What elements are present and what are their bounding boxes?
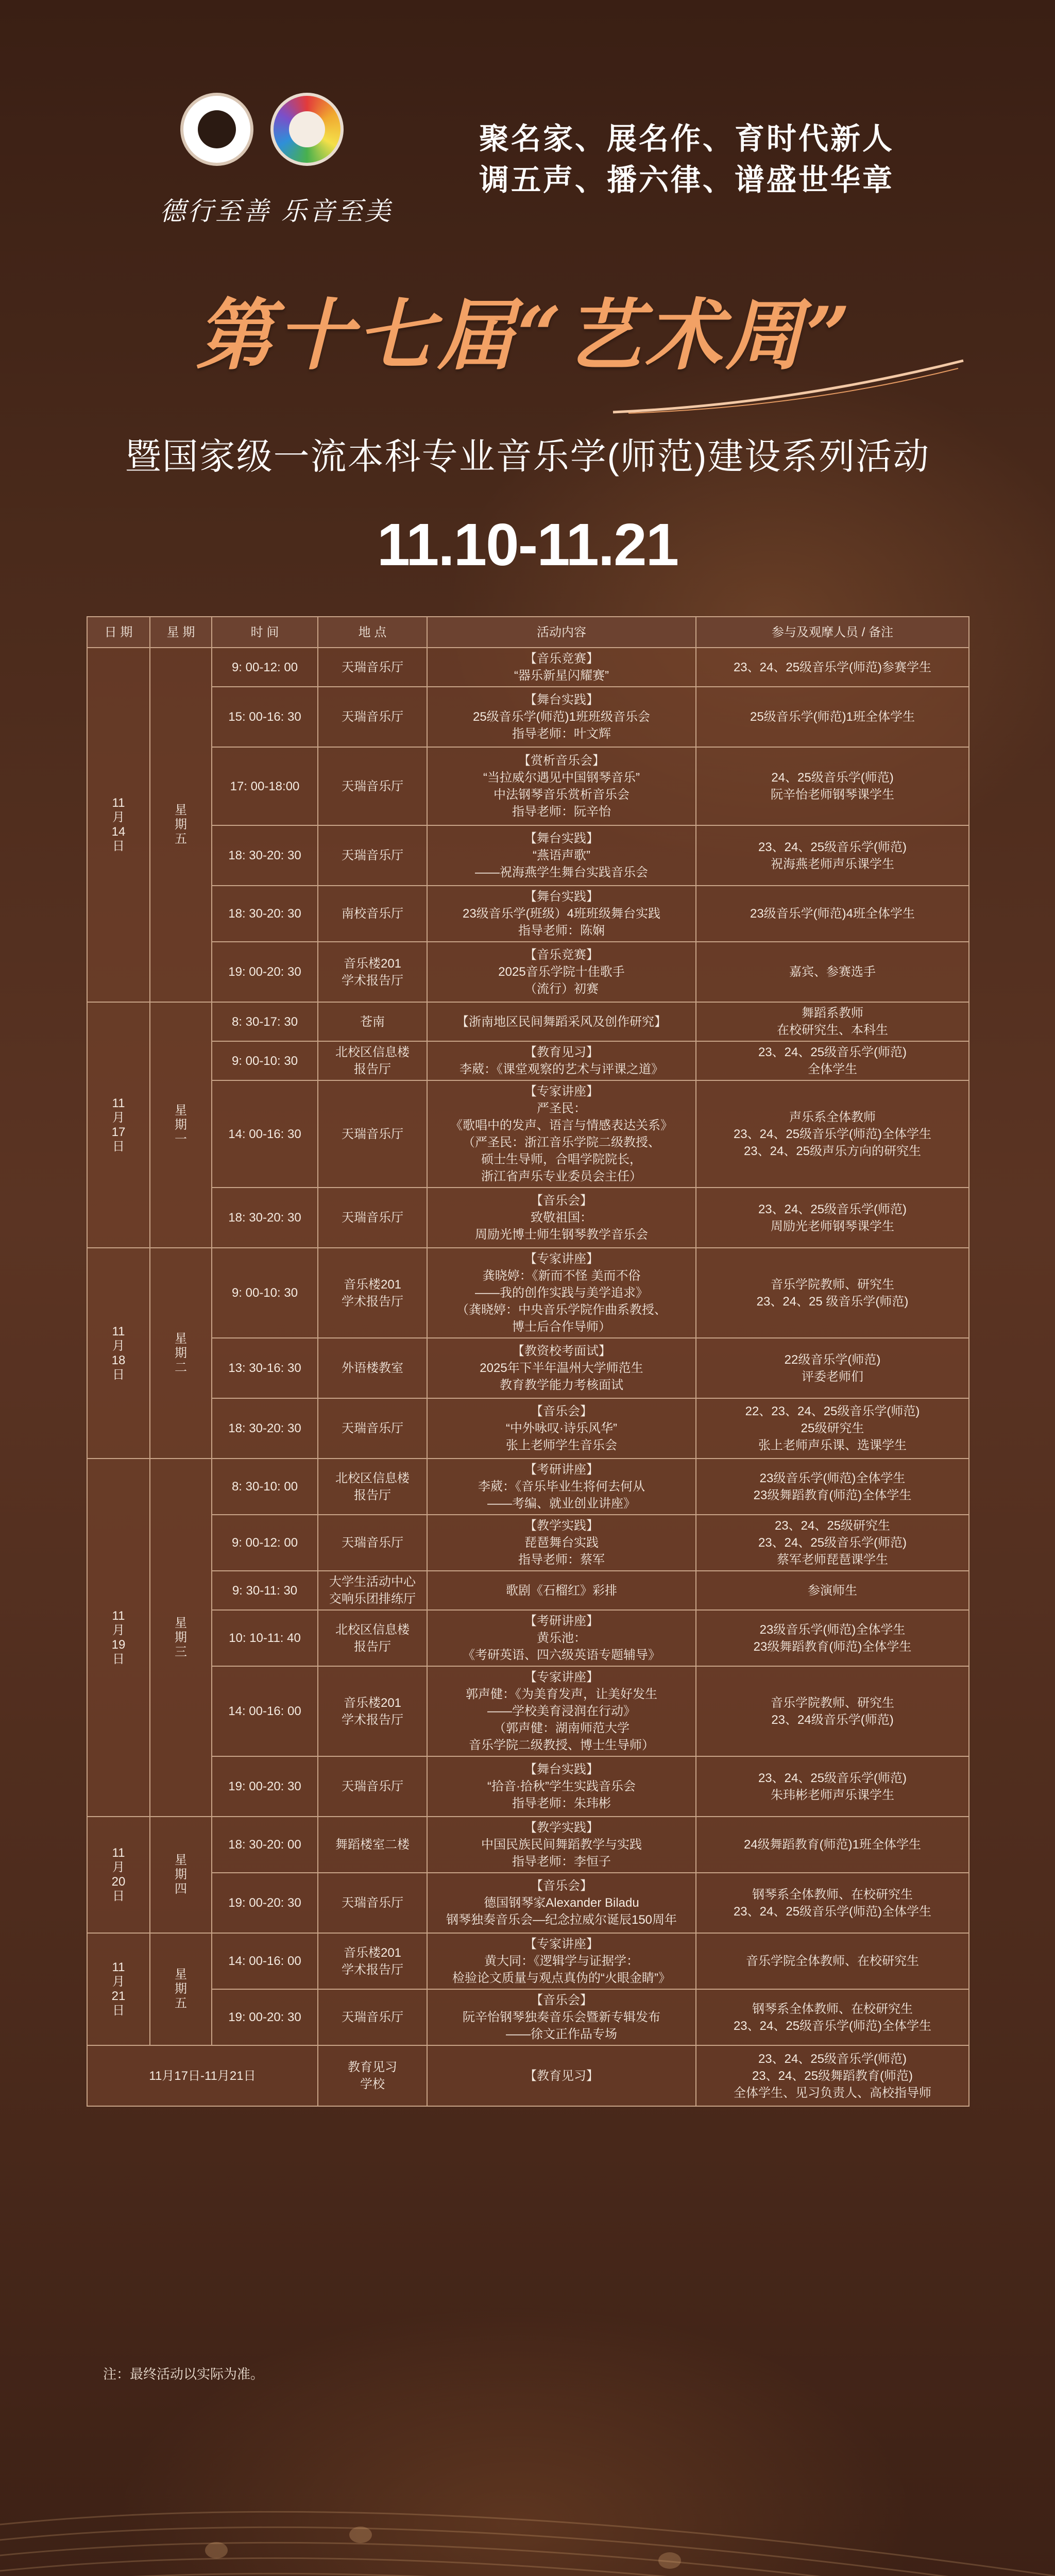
people-cell: 22级音乐学(师范) 评委老师们 [696, 1338, 969, 1398]
time-cell: 8: 30-10: 00 [212, 1459, 318, 1515]
people-cell: 23、24、25级研究生 23、24、25级音乐学(师范) 蔡军老师琵琶课学生 [696, 1515, 969, 1571]
music-school-logo [270, 93, 344, 166]
schedule-table [87, 616, 969, 2107]
content-cell: 【专家讲座】 黄大同：《逻辑学与证据学： 检验论文质量与观点真伪的“火眼金睛”》 [427, 1933, 696, 1989]
time-cell: 9: 00-10: 30 [212, 1248, 318, 1338]
people-cell: 23、24、25级音乐学(师范) 23、24、25级舞蹈教育(师范) 全体学生、见习负责人、高校指导师 [696, 2045, 969, 2106]
col-header: 星 期 [150, 617, 212, 648]
table-row [87, 648, 969, 687]
table-row [87, 1398, 969, 1459]
place-cell: 天瑞音乐厅 [318, 1080, 427, 1188]
table-row [87, 1571, 969, 1610]
place-cell: 天瑞音乐厅 [318, 825, 427, 886]
title-swoosh [608, 355, 968, 417]
place-cell: 天瑞音乐厅 [318, 1756, 427, 1817]
time-cell: 13: 30-16: 30 [212, 1338, 318, 1398]
place-cell: 大学生活动中心 交响乐团排练厅 [318, 1571, 427, 1610]
people-cell: 嘉宾、参赛选手 [696, 942, 969, 1002]
date-range-cell: 11月17日-11月21日 [87, 2045, 318, 2106]
content-cell: 【教育见习】 [427, 2045, 696, 2106]
people-cell: 25级音乐学(师范)1班全体学生 [696, 687, 969, 747]
date-cell: 11 月 21 日 [87, 1933, 150, 2045]
time-cell: 15: 00-16: 30 [212, 687, 318, 747]
time-cell: 19: 00-20: 30 [212, 1873, 318, 1933]
date-cell: 11 月 14 日 [87, 648, 150, 1002]
people-cell: 23、24、25级音乐学(师范) 全体学生 [696, 1041, 969, 1080]
place-cell: 教育见习 学校 [318, 2045, 427, 2106]
place-cell: 音乐楼201 学术报告厅 [318, 1248, 427, 1338]
people-cell: 音乐学院教师、研究生 23、24级音乐学(师范) [696, 1666, 969, 1756]
slogan-line-2: 调五声、播六律、谱盛世华章 [479, 163, 895, 197]
people-cell: 23级音乐学(师范)4班全体学生 [696, 886, 969, 942]
people-cell: 23、24、25级音乐学(师范) 周励光老师钢琴课学生 [696, 1188, 969, 1248]
place-cell: 天瑞音乐厅 [318, 1873, 427, 1933]
place-cell: 音乐楼201 学术报告厅 [318, 1666, 427, 1756]
content-cell: 【浙南地区民间舞蹈采风及创作研究】 [427, 1002, 696, 1041]
place-cell: 天瑞音乐厅 [318, 1515, 427, 1571]
date-cell: 11 月 18 日 [87, 1248, 150, 1459]
time-cell: 9: 00-10: 30 [212, 1041, 318, 1080]
time-cell: 10: 10-11: 40 [212, 1610, 318, 1666]
col-header: 地 点 [318, 617, 427, 648]
slogan-line-1: 聚名家、展名作、育时代新人 [479, 122, 895, 156]
weekday-cell: 星 期 五 [150, 648, 212, 1002]
place-cell: 舞蹈楼室二楼 [318, 1817, 427, 1873]
place-cell: 天瑞音乐厅 [318, 687, 427, 747]
people-cell: 23级音乐学(师范)全体学生 23级舞蹈教育(师范)全体学生 [696, 1610, 969, 1666]
time-cell: 17: 00-18:00 [212, 747, 318, 825]
weekday-cell: 星 期 二 [150, 1248, 212, 1459]
content-cell: 【音乐竞赛】 2025音乐学院十佳歌手 （流行）初赛 [427, 942, 696, 1002]
table-row [87, 1248, 969, 1338]
col-header: 参与及观摩人员 / 备注 [696, 617, 969, 648]
footnote: 注：最终活动以实际为准。 [103, 2366, 264, 2382]
date-range: 11.10-11.21 [377, 511, 678, 578]
table-row [87, 1756, 969, 1817]
place-cell: 音乐楼201 学术报告厅 [318, 1933, 427, 1989]
table-row [87, 1041, 969, 1080]
slogan [479, 118, 894, 201]
time-cell: 14: 00-16: 00 [212, 1666, 318, 1756]
table-row [87, 942, 969, 1002]
place-cell: 音乐楼201 学术报告厅 [318, 942, 427, 1002]
schedule-table-wrap [87, 616, 968, 2107]
time-cell: 18: 30-20: 30 [212, 1398, 318, 1459]
people-cell: 音乐学院全体教师、在校研究生 [696, 1933, 969, 1989]
people-cell: 声乐系全体教师 23、24、25级音乐学(师范)全体学生 23、24、25级声乐方向的研究生 [696, 1080, 969, 1188]
main-title: 第十七届“艺术周” [196, 290, 854, 381]
people-cell: 23、24、25级音乐学(师范) 朱玮彬老师声乐课学生 [696, 1756, 969, 1817]
table-header-row [87, 617, 969, 648]
content-cell: 【舞台实践】 “拾音·拾秋”学生实践音乐会 指导老师：朱玮彬 [427, 1756, 696, 1817]
people-cell: 音乐学院教师、研究生 23、24、25 级音乐学(师范) [696, 1248, 969, 1338]
col-header: 日 期 [87, 617, 150, 648]
table-row [87, 747, 969, 825]
content-cell: 【教学实践】 中国民族民间舞蹈教学与实践 指导老师：李恒子 [427, 1817, 696, 1873]
table-row [87, 1002, 969, 1041]
time-cell: 19: 00-20: 30 [212, 1989, 318, 2045]
time-cell: 19: 00-20: 30 [212, 942, 318, 1002]
place-cell: 南校音乐厅 [318, 886, 427, 942]
table-row [87, 1188, 969, 1248]
place-cell: 天瑞音乐厅 [318, 747, 427, 825]
logo-area [160, 93, 428, 237]
table-row [87, 1515, 969, 1571]
people-cell: 23级音乐学(师范)全体学生 23级舞蹈教育(师范)全体学生 [696, 1459, 969, 1515]
time-cell: 9: 30-11: 30 [212, 1571, 318, 1610]
subtitle: 暨国家级一流本科专业音乐学(师范)建设系列活动 [125, 436, 930, 477]
content-cell: 【教育见习】 李葳：《课堂观察的艺术与评课之道》 [427, 1041, 696, 1080]
time-cell: 14: 00-16: 30 [212, 1080, 318, 1188]
table-row [87, 1817, 969, 1873]
people-cell: 钢琴系全体教师、在校研究生 23、24、25级音乐学(师范)全体学生 [696, 1989, 969, 2045]
weekday-cell: 星 期 三 [150, 1459, 212, 1817]
table-row [87, 1080, 969, 1188]
content-cell: 【专家讲座】 郭声健：《为美育发声，让美好发生 ——学校美育浸润在行动》 （郭声健：湖南师范大学 音乐学院二级教授、博士生导师） [427, 1666, 696, 1756]
content-cell: 【舞台实践】 25级音乐学(师范)1班班级音乐会 指导老师：叶文辉 [427, 687, 696, 747]
col-header: 活动内容 [427, 617, 696, 648]
place-cell: 天瑞音乐厅 [318, 1188, 427, 1248]
date-cell: 11 月 19 日 [87, 1459, 150, 1817]
content-cell: 【考研讲座】 李葳：《音乐毕业生将何去何从 ——考编、就业创业讲座》 [427, 1459, 696, 1515]
content-cell: 【音乐会】 “中外咏叹·诗乐风华” 张上老师学生音乐会 [427, 1398, 696, 1459]
people-cell: 23、24、25级音乐学(师范) 祝海燕老师声乐课学生 [696, 825, 969, 886]
content-cell: 【音乐会】 阮辛怡钢琴独奏音乐会暨新专辑发布 ——徐文正作品专场 [427, 1989, 696, 2045]
content-cell: 【专家讲座】 严圣民： 《歌唱中的发声、语言与情感表达关系》 （严圣民：浙江音乐学院二级教授、 硕士生导师，合唱学院院长， 浙江省声乐专业委员会主任） [427, 1080, 696, 1188]
content-cell: 【舞台实践】 23级音乐学(班级）4班班级舞台实践 指导老师：陈娴 [427, 886, 696, 942]
place-cell: 北校区信息楼 报告厅 [318, 1610, 427, 1666]
content-cell: 【赏析音乐会】 “当拉威尔遇见中国钢琴音乐” 中法钢琴音乐赏析音乐会 指导老师：阮辛怡 [427, 747, 696, 825]
place-cell: 外语楼教室 [318, 1338, 427, 1398]
time-cell: 14: 00-16: 00 [212, 1933, 318, 1989]
place-cell: 天瑞音乐厅 [318, 648, 427, 687]
place-cell: 北校区信息楼 报告厅 [318, 1041, 427, 1080]
time-cell: 19: 00-20: 30 [212, 1756, 318, 1817]
people-cell: 钢琴系全体教师、在校研究生 23、24、25级音乐学(师范)全体学生 [696, 1873, 969, 1933]
time-cell: 8: 30-17: 30 [212, 1002, 318, 1041]
table-row [87, 1610, 969, 1666]
content-cell: 【音乐会】 德国钢琴家Alexander Biladu 钢琴独奏音乐会—纪念拉威尔诞辰150周年 [427, 1873, 696, 1933]
table-row [87, 1459, 969, 1515]
table-row [87, 825, 969, 886]
table-row [87, 2045, 969, 2106]
time-cell: 18: 30-20: 30 [212, 825, 318, 886]
date-cell: 11 月 20 日 [87, 1817, 150, 1933]
content-cell: 【教资校考面试】 2025年下半年温州大学师范生 教育教学能力考核面试 [427, 1338, 696, 1398]
date-cell: 11 月 17 日 [87, 1002, 150, 1248]
col-header: 时 间 [212, 617, 318, 648]
time-cell: 9: 00-12: 00 [212, 648, 318, 687]
table-row [87, 1666, 969, 1756]
people-cell: 24、25级音乐学(师范) 阮辛怡老师钢琴课学生 [696, 747, 969, 825]
table-row [87, 1933, 969, 1989]
content-cell: 【舞台实践】 “燕语声歌” ——祝海燕学生舞台实践音乐会 [427, 825, 696, 886]
content-cell: 歌剧《石榴红》彩排 [427, 1571, 696, 1610]
place-cell: 天瑞音乐厅 [318, 1989, 427, 2045]
university-logo [180, 93, 253, 166]
people-cell: 23、24、25级音乐学(师范)参赛学生 [696, 648, 969, 687]
motto: 德行至善 乐音至美 [160, 196, 393, 226]
table-row [87, 1989, 969, 2045]
table-row [87, 687, 969, 747]
time-cell: 9: 00-12: 00 [212, 1515, 318, 1571]
content-cell: 【考研讲座】 黄乐池： 《考研英语、四六级英语专题辅导》 [427, 1610, 696, 1666]
people-cell: 参演师生 [696, 1571, 969, 1610]
weekday-cell: 星 期 五 [150, 1933, 212, 2045]
time-cell: 18: 30-20: 30 [212, 886, 318, 942]
people-cell: 22、23、24、25级音乐学(师范) 25级研究生 张上老师声乐课、选课学生 [696, 1398, 969, 1459]
time-cell: 18: 30-20: 00 [212, 1817, 318, 1873]
table-row [87, 1873, 969, 1933]
content-cell: 【音乐会】 致敬祖国： 周励光博士师生钢琴教学音乐会 [427, 1188, 696, 1248]
table-row [87, 886, 969, 942]
place-cell: 北校区信息楼 报告厅 [318, 1459, 427, 1515]
people-cell: 舞蹈系教师 在校研究生、本科生 [696, 1002, 969, 1041]
place-cell: 苍南 [318, 1002, 427, 1041]
table-body [87, 648, 969, 2106]
weekday-cell: 星 期 四 [150, 1817, 212, 1933]
people-cell: 24级舞蹈教育(师范)1班全体学生 [696, 1817, 969, 1873]
place-cell: 天瑞音乐厅 [318, 1398, 427, 1459]
content-cell: 【专家讲座】 龚晓婷：《新而不怪 美而不俗 ——我的创作实践与美学追求》 （龚晓婷：中央音乐学院作曲系教授、 博士后合作导师） [427, 1248, 696, 1338]
table-row [87, 1338, 969, 1398]
music-staff-decoration [0, 2421, 1055, 2576]
content-cell: 【音乐竞赛】 “器乐新星闪耀赛” [427, 648, 696, 687]
time-cell: 18: 30-20: 30 [212, 1188, 318, 1248]
content-cell: 【教学实践】 琵琶舞台实践 指导老师：蔡军 [427, 1515, 696, 1571]
weekday-cell: 星 期 一 [150, 1002, 212, 1248]
